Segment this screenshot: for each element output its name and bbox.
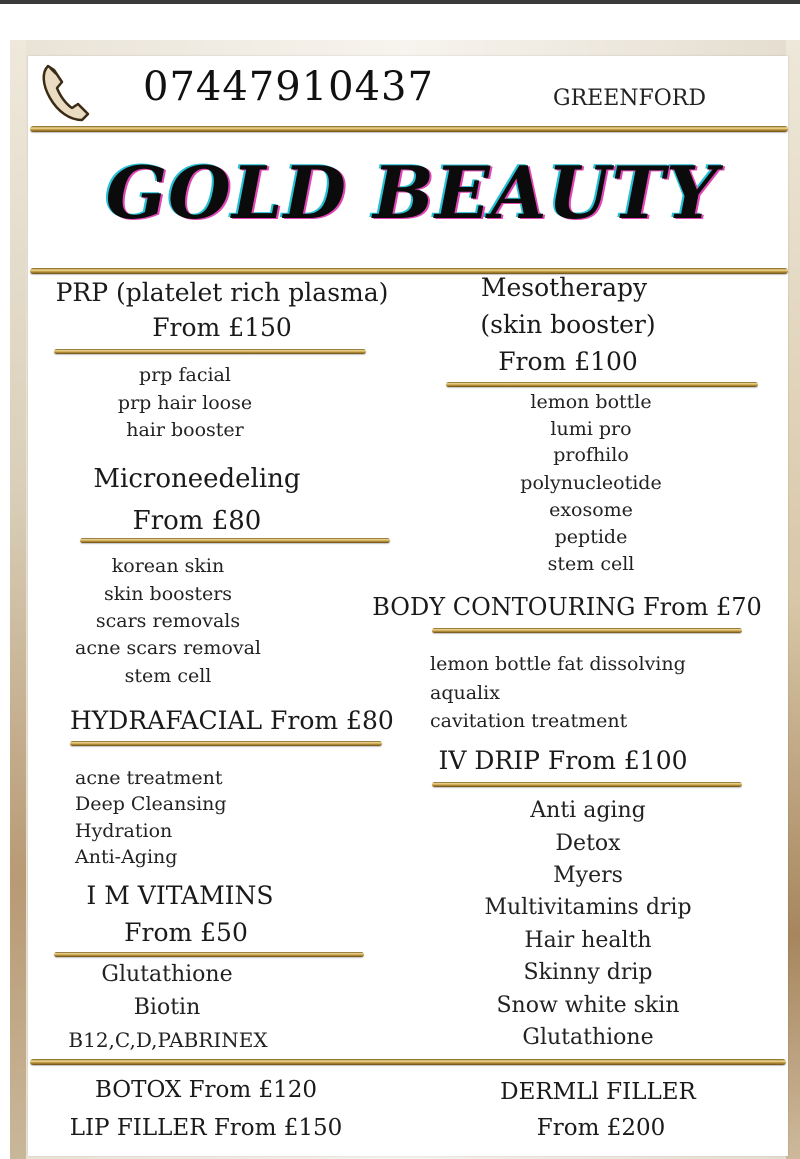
hydrafacial-title: HYDRAFACIAL From £80 bbox=[70, 706, 394, 735]
body-contouring-item: lemon bottle fat dissolving bbox=[430, 653, 686, 675]
prp-item: prp hair loose bbox=[117, 392, 253, 414]
vitamins-item: Glutathione bbox=[101, 962, 233, 987]
mesotherapy-item: stem cell bbox=[547, 553, 635, 575]
prp-title: PRP (platelet rich plasma) bbox=[55, 278, 389, 307]
body-contouring-divider bbox=[432, 628, 742, 633]
hydrafacial-item: Hydration bbox=[75, 820, 173, 842]
hydrafacial-divider bbox=[70, 741, 382, 746]
microneedling-divider bbox=[80, 538, 390, 543]
footer-divider bbox=[30, 1059, 786, 1065]
frame-left-edge bbox=[10, 40, 26, 1159]
top-dark-bar bbox=[0, 0, 800, 4]
prp-divider bbox=[54, 349, 366, 354]
body-contouring-item: aqualix bbox=[430, 682, 500, 704]
mesotherapy-item: peptide bbox=[554, 526, 628, 548]
phone-icon bbox=[40, 62, 94, 124]
iv-drip-title: IV DRIP From £100 bbox=[438, 746, 688, 775]
microneedling-price: From £80 bbox=[132, 506, 262, 536]
hydrafacial-item: Anti-Aging bbox=[75, 846, 178, 868]
iv-drip-item: Hair health bbox=[524, 928, 652, 953]
iv-drip-item: Detox bbox=[555, 831, 621, 856]
dermal-filler-price: From £200 bbox=[536, 1115, 666, 1141]
microneedling-item: stem cell bbox=[124, 665, 212, 687]
mesotherapy-divider bbox=[446, 382, 758, 387]
mesotherapy-price: From £100 bbox=[498, 347, 638, 376]
mesotherapy-item: lumi pro bbox=[550, 418, 632, 440]
phone-number: 07447910437 bbox=[143, 64, 434, 110]
body-contouring-item: cavitation treatment bbox=[430, 710, 628, 732]
body-contouring-title: BODY CONTOURING From £70 bbox=[372, 593, 762, 621]
prp-item: hair booster bbox=[126, 419, 244, 441]
botox-price: BOTOX From £120 bbox=[94, 1077, 318, 1103]
prp-price: From £150 bbox=[152, 313, 292, 342]
microneedling-item: scars removals bbox=[95, 610, 241, 632]
iv-drip-item: Glutathione bbox=[522, 1025, 654, 1050]
vitamins-item: Biotin bbox=[133, 995, 201, 1020]
mesotherapy-subtitle: (skin booster) bbox=[480, 310, 656, 339]
hydrafacial-item: acne treatment bbox=[75, 767, 223, 789]
iv-drip-item: Anti aging bbox=[530, 798, 646, 823]
iv-drip-item: Snow white skin bbox=[496, 993, 680, 1018]
location-label: GREENFORD bbox=[553, 86, 707, 111]
vitamins-title: I M VITAMINS bbox=[86, 881, 274, 910]
mesotherapy-item: polynucleotide bbox=[520, 472, 662, 494]
microneedling-title: Microneedeling bbox=[93, 464, 301, 494]
prp-item: prp facial bbox=[139, 364, 231, 386]
frame-right-edge bbox=[786, 40, 800, 1159]
microneedling-item: acne scars removal bbox=[74, 637, 262, 659]
mesotherapy-item: exosome bbox=[549, 499, 633, 521]
vitamins-price: From £50 bbox=[124, 918, 248, 947]
hydrafacial-item: Deep Cleansing bbox=[75, 793, 227, 815]
dermal-filler-title: DERMLl FILLER bbox=[500, 1079, 696, 1105]
iv-drip-item: Myers bbox=[553, 863, 623, 888]
mesotherapy-item: profhilo bbox=[553, 444, 629, 466]
vitamins-divider bbox=[54, 952, 364, 957]
header-divider bbox=[30, 126, 788, 132]
mesotherapy-title: Mesotherapy bbox=[480, 273, 648, 302]
microneedling-item: korean skin bbox=[111, 555, 225, 577]
iv-drip-item: Skinny drip bbox=[523, 960, 653, 985]
iv-drip-item: Multivitamins drip bbox=[484, 895, 692, 920]
vitamins-item: B12,C,D,PABRINEX bbox=[68, 1028, 268, 1052]
microneedling-item: skin boosters bbox=[103, 583, 233, 605]
brand-title: GOLD BEAUTY bbox=[105, 150, 719, 235]
brand-divider bbox=[30, 268, 788, 274]
lip-filler-price: LIP FILLER From £150 bbox=[69, 1115, 343, 1141]
iv-drip-divider bbox=[432, 782, 742, 787]
mesotherapy-item: lemon bottle bbox=[530, 391, 652, 413]
